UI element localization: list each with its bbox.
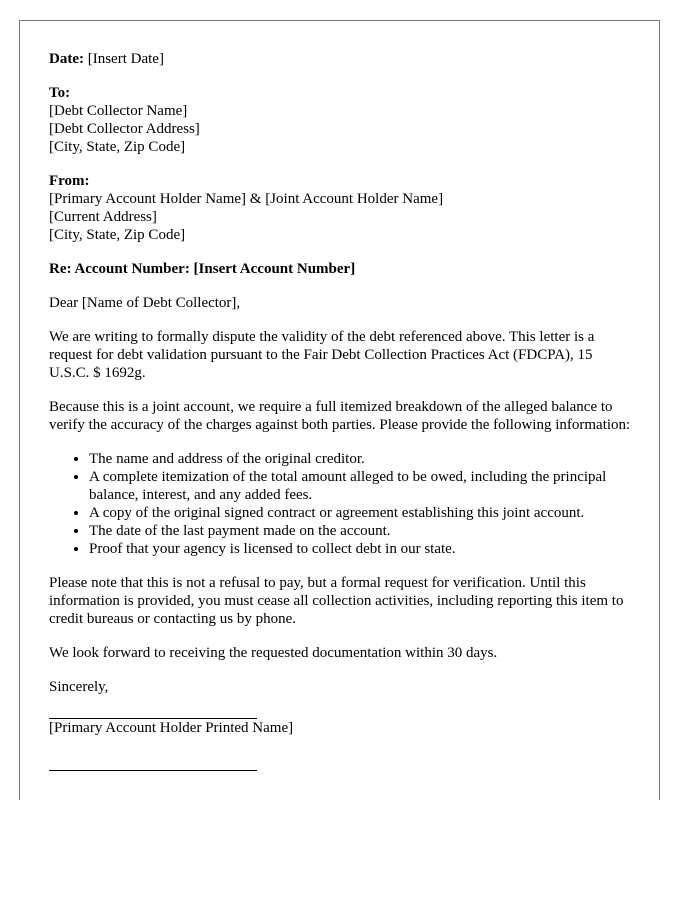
salutation: Dear [Name of Debt Collector], — [49, 295, 241, 311]
list-item: • Proof that your agency is licensed to collect debt in our state. — [89, 540, 635, 558]
list-item: • The date of the last payment made on the account. — [89, 522, 635, 540]
list-item: • A complete itemization of the total amount alleged to be owed, including the principal balance, interest, and any added fees. — [89, 468, 635, 504]
re-line — [49, 260, 635, 278]
request-list — [49, 450, 635, 558]
body-paragraph: We look forward to receiving the requested documentation within 30 days. — [49, 645, 498, 661]
body-paragraph: We are writing to formally dispute the validity of the debt referenced above. This letter is a request for debt validation pursuant to the Fair Debt Collection Practices Act (FDCPA), 15 U.S.C. $ 1692g. — [49, 329, 595, 381]
to-line: [Debt Collector Address] — [49, 121, 200, 137]
letter-page — [19, 20, 660, 800]
list-item: • The name and address of the original creditor. — [89, 450, 635, 468]
signature-name: [Primary Account Holder Printed Name] — [49, 720, 294, 736]
list-item: • A copy of the original signed contract or agreement establishing this joint account. — [89, 504, 635, 522]
letter-content — [49, 50, 635, 771]
from-line: [City, State, Zip Code] — [49, 227, 186, 243]
to-line: [Debt Collector Name] — [49, 103, 188, 119]
date-label: Date: — [49, 51, 84, 67]
date-value: [Insert Date] — [87, 51, 164, 67]
to-line: [City, State, Zip Code] — [49, 139, 186, 155]
from-label: From: — [49, 173, 90, 189]
from-line: [Current Address] — [49, 209, 157, 225]
from-block — [49, 172, 635, 244]
body-paragraph: Please note that this is not a refusal to pay, but a formal request for verification. Until this information is provided, you must cease all collection activities, including reporting this item to credit bureaus or contacting us by phone. — [49, 575, 624, 627]
signature-line — [49, 770, 257, 771]
body-paragraph: Because this is a joint account, we require a full itemized breakdown of the alleged balance to verify the accuracy of the charges against both parties. Please provide the following information: — [49, 399, 631, 433]
account-reference: Re: Account Number: [Insert Account Number] — [49, 261, 356, 277]
from-line: [Primary Account Holder Name] & [Joint Account Holder Name] — [49, 191, 444, 207]
to-label: To: — [49, 85, 71, 101]
date-line — [49, 50, 635, 68]
signoff: Sincerely, — [49, 679, 109, 695]
to-block — [49, 84, 635, 156]
